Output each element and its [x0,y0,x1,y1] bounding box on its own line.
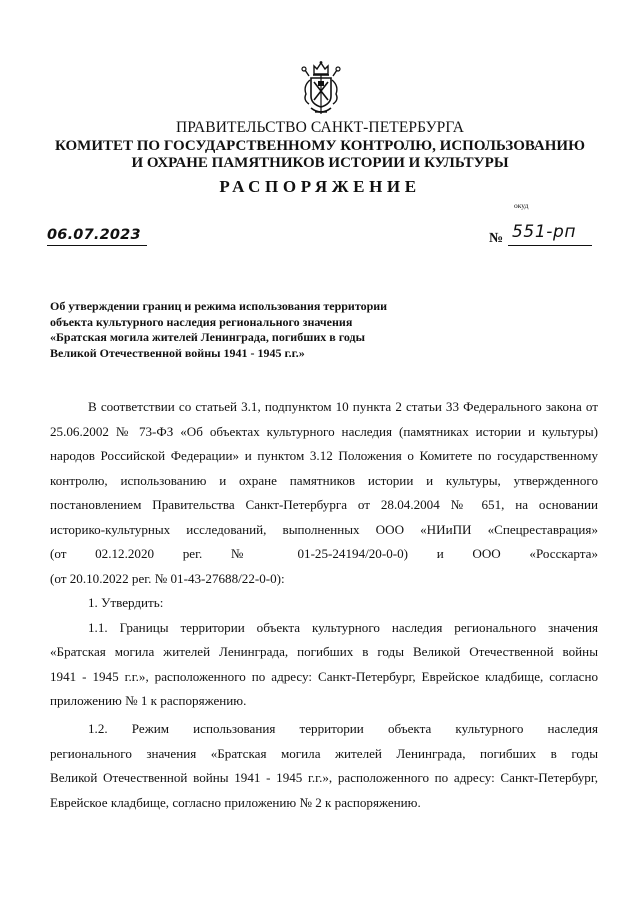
document-type: РАСПОРЯЖЕНИЕ [219,177,421,196]
subject-line: Великой Отечественной войны 1941 - 1945 г.г.» [50,345,305,360]
subject-line: «Братская могила жителей Ленинграда, погибших в годы [50,330,365,344]
number-label: № [489,231,504,246]
committee-line: КОМИТЕТ ПО ГОСУДАРСТВЕННОМУ КОНТРОЛЮ, ИСПОЛЬЗОВАНИЮ [55,138,585,154]
date-underline [47,245,147,246]
body-line: историко-культурных исследований, выполненных ООО «НИиПИ «Спецреставрация» [50,521,598,537]
committee-line: И ОХРАНЕ ПАМЯТНИКОВ ИСТОРИИ И КУЛЬТУРЫ [131,155,509,171]
body-line: (от 02.12.2020 рег. № 01-25-24194/20-0-0) и ООО «Росскарта» [50,546,598,561]
number-underline [508,245,592,246]
st-petersburg-coat-of-arms-icon [299,60,343,120]
body-line: 1.2. Режим использования территории объекта культурного наследия [88,721,598,736]
body-line: контролю, использованию и охране памятников истории и культуры, утвержденного [50,472,598,488]
document-number: 551-рп [512,222,577,242]
body-line: Великой Отечественной войны 1941 - 1945 г.г.», расположенного по адресу: Санкт-Петербург, [50,770,598,785]
committee-name [0,138,640,172]
body-line: приложению № 1 к распоряжению. [50,693,247,708]
body-line: 1.1. Границы территории объекта культурного наследия регионального значения [88,619,598,635]
okud-label: окуд [514,201,529,210]
subject-line: объекта культурного наследия регионального значения [50,314,353,329]
body-line: 1941 - 1945 г.г.», расположенного по адресу: Санкт-Петербург, Еврейское кладбище, согласно [50,668,598,684]
document-body [50,395,598,815]
body-line: народов Российской Федерации» и пунктом 3.12 Положения о Комитете по государственному [50,448,598,463]
document-date: 06.07.2023 [47,227,141,243]
body-line: 25.06.2002 № 73-ФЗ «Об объектах культурного наследия (памятниках истории и культуры) [50,423,598,439]
body-line: постановлением Правительства Санкт-Петербурга от 28.04.2004 № 651, на основании [50,497,598,512]
body-line: Еврейское кладбище, согласно приложению № 2 к распоряжению. [50,794,421,810]
document-subject [50,299,450,361]
body-line: 1. Утвердить: [88,595,164,610]
body-line: (от 20.10.2022 рег. № 01-43-27688/22-0-0): [50,570,285,586]
body-line: В соответствии со статьей 3.1, подпунктом 10 пункта 2 статьи 33 Федерального закона от [88,399,598,414]
body-line: «Братская могила жителей Ленинграда, погибших в годы Великой Отечественной войны [50,644,598,659]
body-line: регионального значения «Братская могила жителей Ленинграда, погибших в годы [50,745,598,761]
government-name: ПРАВИТЕЛЬСТВО САНКТ-ПЕТЕРБУРГА [175,119,465,136]
subject-line: Об утверждении границ и режима использования территории [50,299,388,313]
